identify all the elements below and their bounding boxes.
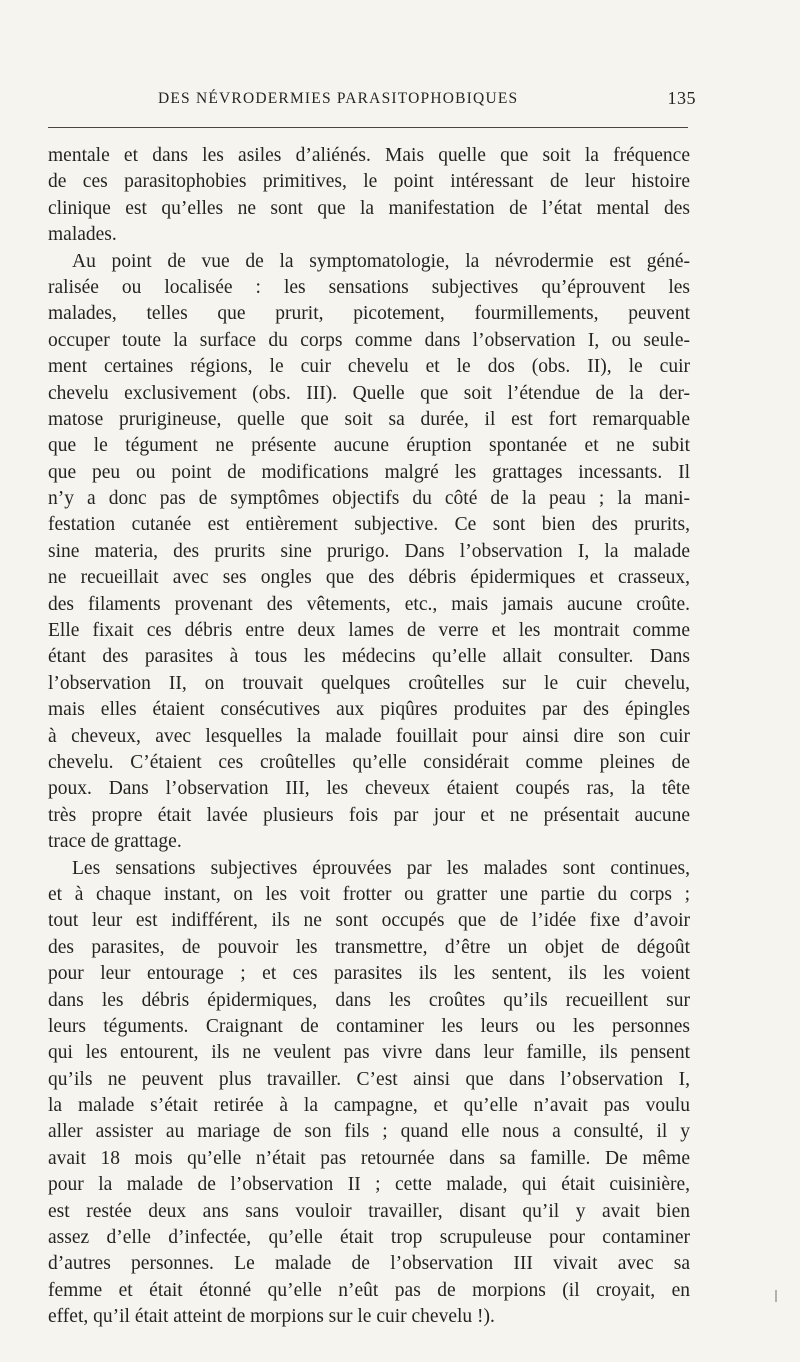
text-line: ment certaines régions, le cuir chevelu et le dos (obs. II), le cuir bbox=[48, 356, 690, 378]
text-line: mais elles étaient consécutives aux piqûres produites par des épingles bbox=[48, 699, 690, 721]
text-line: pour leur entourage ; et ces parasites ils les sentent, ils les voient bbox=[48, 963, 690, 985]
text-line: que le tégument ne présente aucune éruption spontanée et ne subit bbox=[48, 435, 690, 457]
text-line: mentale et dans les asiles d’aliénés. Mais quelle que soit la fréquence bbox=[48, 145, 690, 166]
text-line: la malade s’était retirée à la campagne, et qu’elle n’avait pas voulu bbox=[48, 1095, 690, 1117]
text-line: chevelu exclusivement (obs. III). Quelle que soit l’étendue de la der- bbox=[48, 382, 690, 404]
text-line: ne recueillait avec ses ongles que des débris épidermiques et crasseux, bbox=[48, 567, 690, 589]
text-line: tout leur est indifférent, ils ne sont occupés que de l’idée fixe d’avoir bbox=[48, 910, 690, 932]
running-header bbox=[48, 90, 700, 114]
text-line: très propre était lavée plusieurs fois par jour et ne présentait aucune bbox=[48, 804, 690, 826]
text-line: poux. Dans l’observation III, les cheveux étaient coupés ras, la tête bbox=[48, 778, 690, 800]
text-line: Les sensations subjectives éprouvées par les malades sont continues, bbox=[72, 857, 690, 879]
text-line: Elle fixait ces débris entre deux lames de verre et les montrait comme bbox=[48, 620, 690, 642]
text-line: de ces parasitophobies primitives, le point intéressant de leur histoire bbox=[48, 171, 690, 193]
text-line: des filaments provenant des vêtements, etc., mais jamais aucune croûte. bbox=[48, 593, 690, 615]
text-line: et à chaque instant, on les voit frotter ou gratter une partie du corps ; bbox=[48, 883, 690, 905]
text-line: qu’ils ne peuvent plus travailler. C’est ainsi que dans l’observation I, bbox=[48, 1068, 690, 1090]
text-line: chevelu. C’étaient ces croûtelles qu’elle considérait comme pleines de bbox=[48, 751, 690, 773]
text-line: sine materia, des prurits sine prurigo. Dans l’observation I, la malade bbox=[48, 540, 690, 562]
text-line: des parasites, de pouvoir les transmettre, d’être un objet de dégoût bbox=[48, 936, 690, 958]
page-edge-mark bbox=[775, 1290, 777, 1302]
text-line: pour la malade de l’observation II ; cette malade, qui était cuisinière, bbox=[48, 1174, 690, 1196]
text-line: leurs téguments. Craignant de contaminer les leurs ou les personnes bbox=[48, 1015, 690, 1037]
text-line: est restée deux ans sans vouloir travailler, disant qu’il y avait bien bbox=[48, 1200, 690, 1222]
text-line: l’observation II, on trouvait quelques croûtelles sur le cuir chevelu, bbox=[48, 672, 690, 694]
text-line: qui les entourent, ils ne veulent pas vivre dans leur famille, ils pensent bbox=[48, 1042, 690, 1064]
text-line: d’autres personnes. Le malade de l’observation III vivait avec sa bbox=[48, 1253, 690, 1275]
text-line: matose prurigineuse, quelle que soit sa durée, il est fort remarquable bbox=[48, 408, 690, 430]
text-line: occuper toute la surface du corps comme dans l’observation I, ou seule- bbox=[48, 329, 690, 351]
text-line: étant des parasites à tous les médecins qu’elle allait consulter. Dans bbox=[48, 646, 690, 668]
text-line: festation cutanée est entièrement subjective. Ce sont bien des prurits, bbox=[48, 514, 690, 536]
text-line: femme et était étonné qu’elle n’eût pas de morpions (il croyait, en bbox=[48, 1279, 690, 1301]
text-line: effet, qu’il était atteint de morpions sur le cuir chevelu !). bbox=[48, 1306, 495, 1328]
header-rule bbox=[48, 127, 688, 128]
running-title: DES NÉVRODERMIES PARASITOPHOBIQUES bbox=[158, 90, 519, 107]
text-line: dans les débris épidermiques, dans les croûtes qu’ils recueillent sur bbox=[48, 989, 690, 1011]
text-line: clinique est qu’elles ne sont que la manifestation de l’état mental des bbox=[48, 197, 690, 219]
page-number: 135 bbox=[667, 88, 696, 108]
text-line: aller assister au mariage de son fils ; quand elle nous a consulté, il y bbox=[48, 1121, 690, 1143]
text-line: à cheveux, avec lesquelles la malade fouillait pour ainsi dire son cuir bbox=[48, 725, 690, 747]
text-line: malades, telles que prurit, picotement, fourmillements, peuvent bbox=[48, 303, 690, 325]
text-line: assez d’elle d’infectée, qu’elle était trop scrupuleuse pour contaminer bbox=[48, 1227, 690, 1249]
body-text bbox=[48, 143, 690, 1331]
text-line: trace de grattage. bbox=[48, 831, 182, 853]
text-line: que peu ou point de modifications malgré les grattages incessants. Il bbox=[48, 461, 690, 483]
text-line: avait 18 mois qu’elle n’était pas retournée dans sa famille. De même bbox=[48, 1147, 690, 1169]
text-line: n’y a donc pas de symptômes objectifs du côté de la peau ; la mani- bbox=[48, 488, 690, 510]
text-line: ralisée ou localisée : les sensations subjectives qu’éprouvent les bbox=[48, 276, 690, 298]
text-line: malades. bbox=[48, 224, 117, 246]
text-line: Au point de vue de la symptomatologie, la névrodermie est géné- bbox=[72, 250, 690, 272]
